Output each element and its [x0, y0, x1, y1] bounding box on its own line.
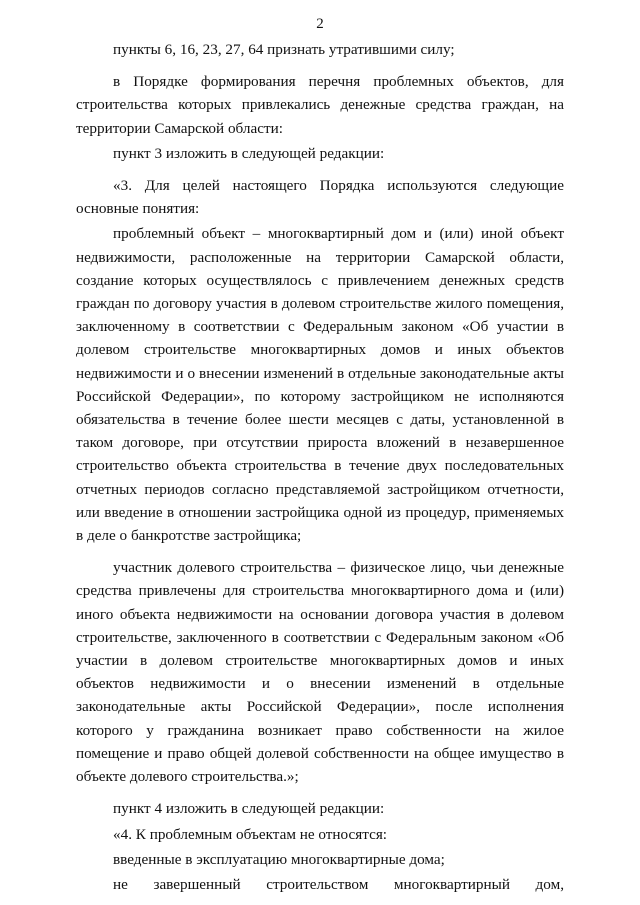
paragraph-unfinished-house: не завершенный строительством многоквартирный дом, [113, 875, 564, 893]
paragraph-commissioned-houses: введенные в эксплуатацию многоквартирные дома; [113, 850, 445, 868]
page-number: 2 [316, 16, 324, 32]
paragraph-procedure-intro: в Порядке формирования перечня проблемных объектов, для строительства которых привлекались денежные средства граждан, на территории Самарской области: [76, 73, 564, 137]
paragraph-problem-object-definition: проблемный объект – многоквартирный дом и (или) иной объект недвижимости, расположенные на территории Самарской области, создание которых осуществлялось с привлечением денежных средств граждан по договору участия в долевом строительстве жилого помещения, заключенному в соответствии с Федеральным законом «Об участии в долевом строительстве многоквартирных домов и иных объектов недвижимости и о внесении изменений в отдельные законодательные акты Российской Федерации», по которому застройщиком не исполняются обязательства в течение более шести месяцев с даты, установленной в таком договоре, при отсутствии прироста вложений в незавершенное строительство объекта строительства в течение двух последовательных отчетных периодов согласно представляемой застройщиком отчетности, или введение в отношении застройщика одной из процедур, применяемых в деле о банкротстве застройщика; [76, 225, 564, 545]
document-body [76, 38, 564, 898]
paragraph-repealed-items: пункты 6, 16, 23, 27, 64 признать утратившими силу; [113, 41, 455, 58]
paragraph-definitions-intro: «3. Для целей настоящего Порядка используются следующие основные понятия: [76, 177, 564, 218]
paragraph-item-4-text: «4. К проблемным объектам не относятся: [113, 825, 388, 843]
paragraph-item-3-edit: пункт 3 изложить в следующей редакции: [113, 144, 385, 162]
paragraph-participant-definition: участник долевого строительства – физическое лицо, чьи денежные средства привлечены для строительства многоквартирного дома и (или) иного объекта недвижимости на основании договора участия в долевом строительстве, заключенного в соответствии с Федеральным законом «Об участии в долевом строительстве многоквартирных домов и иных объектов недвижимости и о внесении изменений в отдельные законодательные акты Российской Федерации», после исполнения которого у гражданина возникает право собственности на жилое помещение и право общей долевой собственности на общее имущество в объекте долевого строительства.»; [76, 559, 564, 786]
paragraph-item-4-edit: пункт 4 изложить в следующей редакции: [113, 800, 385, 818]
